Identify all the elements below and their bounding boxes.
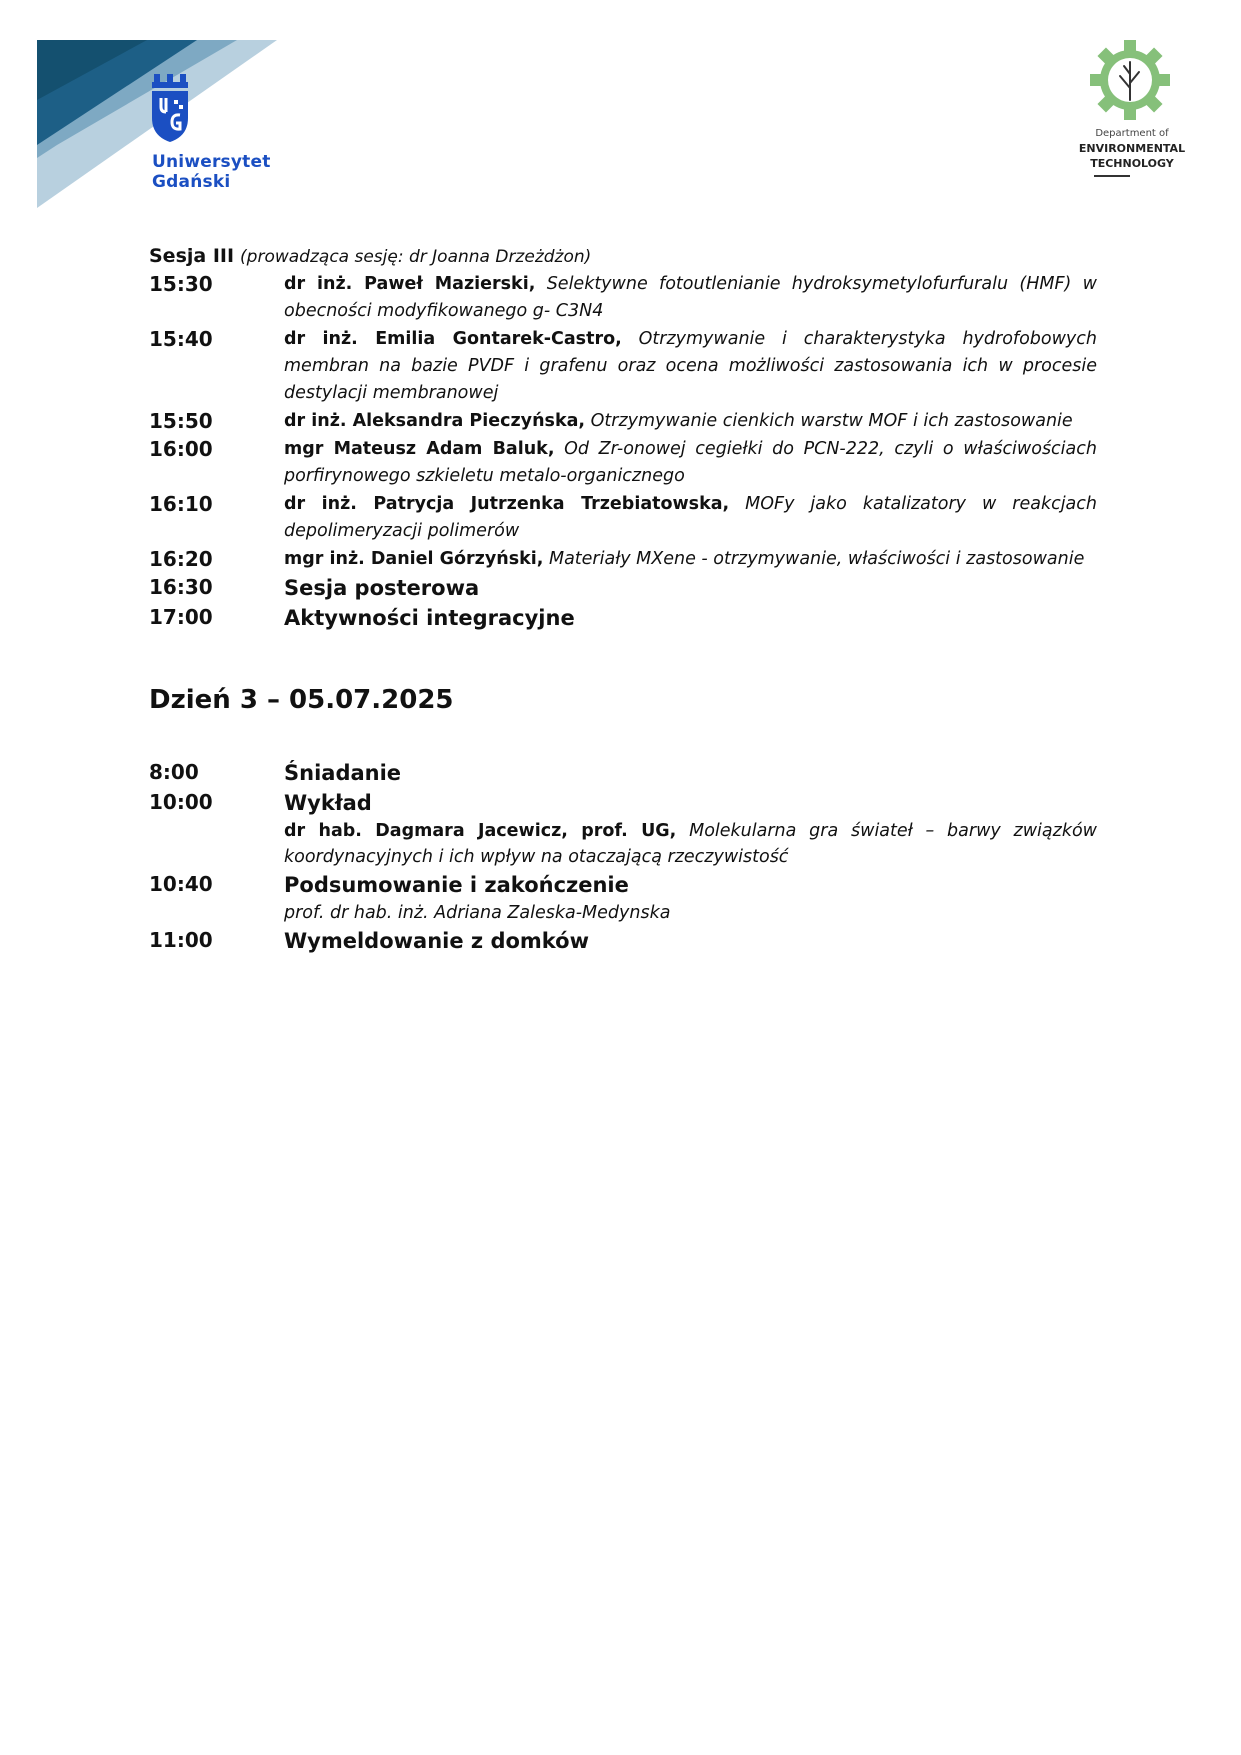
talk-time: 16:10: [149, 492, 213, 516]
talk-speaker: mgr inż. Daniel Górzyński,: [284, 549, 544, 569]
talk-title: Od Zr-onowej cegiełki do PCN-222, czyli o właściwościach porfirynowego szkieletu metalo-organicznego: [284, 439, 1097, 486]
talk-row: [149, 326, 1097, 407]
event-label: Sesja posterowa: [284, 576, 480, 600]
university-name-line-1: Uniwersytet: [152, 152, 271, 172]
ug-crest-logo: [150, 74, 190, 142]
event-time: 8:00: [149, 760, 199, 784]
event-row: [149, 574, 1097, 603]
talk-speaker: mgr Mateusz Adam Baluk,: [284, 439, 555, 459]
talk-speaker: dr inż. Aleksandra Pieczyńska,: [284, 411, 586, 431]
talk-speaker: dr inż. Emilia Gontarek-Castro,: [284, 329, 622, 349]
talk-time: 16:20: [149, 547, 213, 571]
session-title: Sesja III: [149, 245, 235, 267]
lecture-details: [284, 818, 1097, 870]
talk-row: [149, 546, 1097, 573]
closing-speaker: prof. dr hab. inż. Adriana Zaleska-Medynska: [284, 903, 671, 923]
talk-details: [284, 326, 1097, 407]
event-time: 17:00: [149, 605, 213, 629]
department-label: Department of: [1095, 128, 1169, 139]
talk-speaker: dr inż. Paweł Mazierski,: [284, 274, 536, 294]
event-label: Wykład: [284, 791, 372, 815]
event-row: [149, 789, 1097, 870]
talk-details: [284, 491, 1097, 545]
talk-time: 16:00: [149, 437, 213, 461]
university-name-line-2: Gdański: [152, 172, 231, 192]
event-label: Śniadanie: [284, 761, 402, 785]
event-time: 11:00: [149, 928, 213, 952]
talk-row: [149, 408, 1097, 435]
talk-details: [284, 408, 1097, 435]
department-name-line-1: ENVIRONMENTAL: [1078, 142, 1186, 155]
gear-tree-icon: [1088, 38, 1172, 122]
talk-row: [149, 271, 1097, 325]
event-details: [284, 789, 1097, 870]
talk-title: MOFy jako katalizatory w reakcjach depolimeryzacji polimerów: [284, 494, 1097, 541]
event-row: [149, 604, 1097, 633]
talk-details: [284, 271, 1097, 325]
programme-content: [149, 242, 1097, 956]
event-time: 10:00: [149, 790, 213, 814]
event-label: Wymeldowanie z domków: [284, 929, 590, 953]
logo-divider: [1094, 175, 1130, 177]
talk-row: [149, 436, 1097, 490]
event-row: [149, 871, 1097, 926]
session-heading: [149, 242, 1097, 271]
lecture-speaker: dr hab. Dagmara Jacewicz, prof. UG,: [284, 821, 677, 841]
event-note: [284, 900, 1097, 926]
talk-details: [284, 436, 1097, 490]
event-label: Podsumowanie i zakończenie: [284, 873, 629, 897]
event-details: [284, 871, 1097, 926]
lecture-title: Molekularna gra świateł – barwy związków koordynacyjnych i ich wpływ na otaczającą rzeczywistość: [284, 821, 1097, 867]
talk-title: Materiały MXene - otrzymywanie, właściwości i zastosowanie: [548, 549, 1085, 569]
talk-row: [149, 491, 1097, 545]
talk-title: Selektywne fotoutlenianie hydroksymetylofurfuralu (HMF) w obecności modyfikowanego g- C3N4: [284, 274, 1097, 321]
session-chair: (prowadząca sesję: dr Joanna Drzeżdżon): [240, 247, 592, 267]
event-time: 16:30: [149, 575, 213, 599]
event-label: Aktywności integracyjne: [284, 606, 575, 630]
event-time: 10:40: [149, 872, 213, 896]
event-row: [149, 759, 1097, 788]
department-name-line-2: TECHNOLOGY: [1090, 157, 1174, 170]
talk-speaker: dr inż. Patrycja Jutrzenka Trzebiatowska,: [284, 494, 730, 514]
talk-title: Otrzymywanie cienkich warstw MOF i ich zastosowanie: [590, 411, 1073, 431]
talk-time: 15:50: [149, 409, 213, 433]
event-row: [149, 927, 1097, 956]
day-3-heading: Dzień 3 – 05.07.2025: [149, 685, 454, 715]
talk-title: Otrzymywanie i charakterystyka hydrofobowych membran na bazie PVDF i grafenu oraz ocena możliwości zastosowania ich w procesie destylacji membranowej: [284, 329, 1097, 403]
talk-details: [284, 546, 1097, 573]
talk-time: 15:40: [149, 327, 213, 351]
talk-time: 15:30: [149, 272, 213, 296]
